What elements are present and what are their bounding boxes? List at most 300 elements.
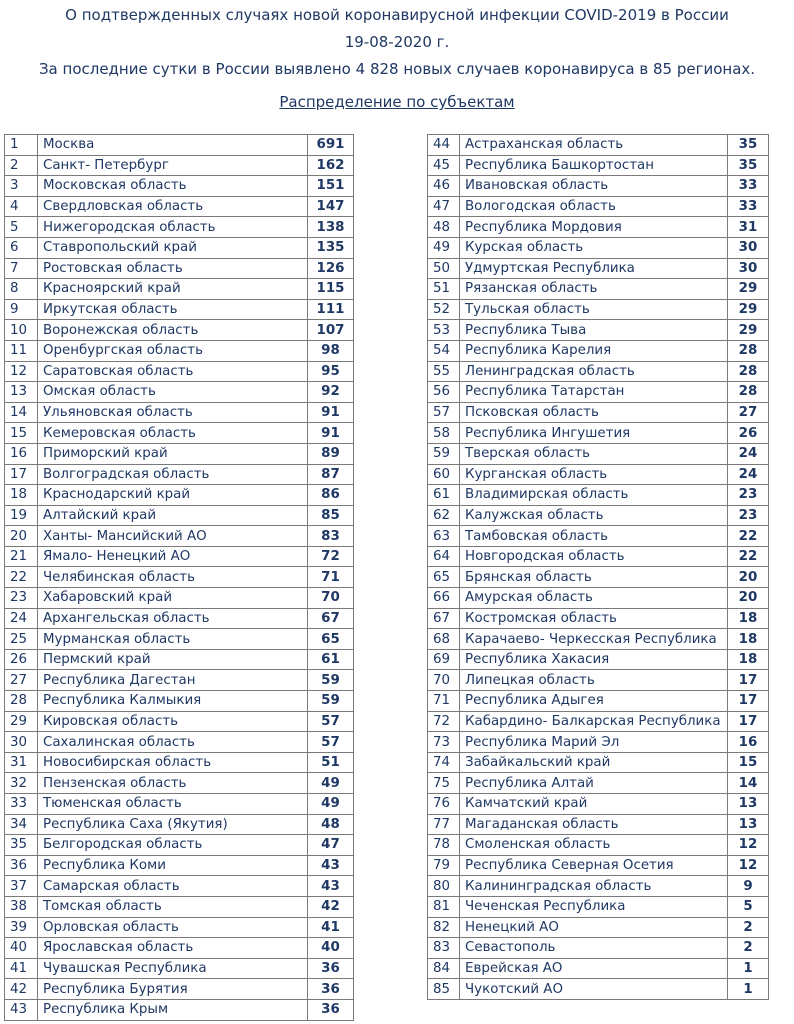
region-name: Тюменская область — [38, 794, 308, 815]
region-name: Краснодарский край — [38, 485, 308, 506]
table-row — [428, 670, 769, 691]
row-number: 57 — [428, 402, 460, 423]
case-count: 28 — [728, 382, 769, 403]
table-row — [5, 814, 354, 835]
table-row — [428, 711, 769, 732]
case-count: 59 — [308, 670, 354, 691]
table-row — [428, 423, 769, 444]
region-name: Саратовская область — [38, 361, 308, 382]
case-count: 57 — [308, 711, 354, 732]
region-name: Алтайский край — [38, 505, 308, 526]
table-row — [428, 979, 769, 1000]
case-count: 16 — [728, 732, 769, 753]
row-number: 82 — [428, 917, 460, 938]
row-number: 23 — [5, 588, 38, 609]
row-number: 13 — [5, 382, 38, 403]
region-name: Кемеровская область — [38, 423, 308, 444]
row-number: 32 — [5, 773, 38, 794]
table-row — [428, 505, 769, 526]
region-name: Хабаровский край — [38, 588, 308, 609]
region-name: Республика Хакасия — [460, 649, 728, 670]
case-count: 91 — [308, 402, 354, 423]
row-number: 46 — [428, 176, 460, 197]
table-row — [5, 958, 354, 979]
table-row — [5, 794, 354, 815]
region-name: Ярославская область — [38, 938, 308, 959]
case-count: 86 — [308, 485, 354, 506]
region-name: Ленинградская область — [460, 361, 728, 382]
row-number: 76 — [428, 794, 460, 815]
table-row — [428, 855, 769, 876]
case-count: 17 — [728, 691, 769, 712]
region-name: Удмуртская Республика — [460, 258, 728, 279]
case-count: 24 — [728, 464, 769, 485]
region-name: Амурская область — [460, 588, 728, 609]
case-count: 65 — [308, 629, 354, 650]
table-row — [428, 402, 769, 423]
row-number: 26 — [5, 649, 38, 670]
table-row — [428, 485, 769, 506]
row-number: 73 — [428, 732, 460, 753]
region-name: Псковская область — [460, 402, 728, 423]
row-number: 5 — [5, 217, 38, 238]
row-number: 49 — [428, 237, 460, 258]
case-count: 59 — [308, 691, 354, 712]
table-row — [428, 794, 769, 815]
table-row — [428, 320, 769, 341]
region-name: Курская область — [460, 237, 728, 258]
table-row — [428, 773, 769, 794]
table-row — [5, 402, 354, 423]
region-name: Калужская область — [460, 505, 728, 526]
region-name: Республика Мордовия — [460, 217, 728, 238]
row-number: 10 — [5, 320, 38, 341]
table-row — [5, 196, 354, 217]
region-name: Астраханская область — [460, 135, 728, 156]
row-number: 62 — [428, 505, 460, 526]
row-number: 68 — [428, 629, 460, 650]
table-row — [5, 340, 354, 361]
region-name: Пензенская область — [38, 773, 308, 794]
region-name: Республика Алтай — [460, 773, 728, 794]
region-name: Мурманская область — [38, 629, 308, 650]
case-count: 126 — [308, 258, 354, 279]
row-number: 31 — [5, 752, 38, 773]
case-count: 49 — [308, 794, 354, 815]
case-count: 85 — [308, 505, 354, 526]
region-name: Волгоградская область — [38, 464, 308, 485]
table-row — [428, 691, 769, 712]
table-row — [5, 608, 354, 629]
region-name: Чукотский АО — [460, 979, 728, 1000]
case-count: 43 — [308, 855, 354, 876]
region-name: Республика Тыва — [460, 320, 728, 341]
table-row — [5, 876, 354, 897]
row-number: 80 — [428, 876, 460, 897]
region-name: Владимирская область — [460, 485, 728, 506]
region-name: Брянская область — [460, 567, 728, 588]
row-number: 52 — [428, 299, 460, 320]
table-row — [5, 176, 354, 197]
region-name: Магаданская область — [460, 814, 728, 835]
region-name: Орловская область — [38, 917, 308, 938]
table-row — [428, 835, 769, 856]
region-name: Челябинская область — [38, 567, 308, 588]
row-number: 72 — [428, 711, 460, 732]
row-number: 29 — [5, 711, 38, 732]
table-row — [428, 896, 769, 917]
region-name: Еврейская АО — [460, 958, 728, 979]
region-name: Республика Адыгея — [460, 691, 728, 712]
region-name: Ненецкий АО — [460, 917, 728, 938]
region-name: Омская область — [38, 382, 308, 403]
row-number: 45 — [428, 155, 460, 176]
case-count: 95 — [308, 361, 354, 382]
report-title: О подтвержденных случаях новой коронавирусной инфекции COVID-2019 в России — [65, 6, 729, 24]
report-date: 19-08-2020 г. — [344, 33, 450, 51]
region-name: Республика Марий Эл — [460, 732, 728, 753]
row-number: 54 — [428, 340, 460, 361]
row-number: 64 — [428, 546, 460, 567]
table-row — [5, 237, 354, 258]
case-count: 18 — [728, 629, 769, 650]
table-row — [428, 752, 769, 773]
table-row — [5, 855, 354, 876]
row-number: 63 — [428, 526, 460, 547]
case-count: 23 — [728, 485, 769, 506]
table-row — [5, 505, 354, 526]
case-count: 51 — [308, 752, 354, 773]
region-name: Архангельская область — [38, 608, 308, 629]
row-number: 67 — [428, 608, 460, 629]
region-name: Тверская область — [460, 443, 728, 464]
region-name: Вологодская область — [460, 196, 728, 217]
case-count: 36 — [308, 999, 354, 1020]
row-number: 34 — [5, 814, 38, 835]
case-count: 42 — [308, 896, 354, 917]
table-row — [5, 258, 354, 279]
case-count: 15 — [728, 752, 769, 773]
row-number: 27 — [5, 670, 38, 691]
region-name: Республика Бурятия — [38, 979, 308, 1000]
region-name: Нижегородская область — [38, 217, 308, 238]
row-number: 48 — [428, 217, 460, 238]
table-row — [428, 608, 769, 629]
table-row — [5, 135, 354, 156]
region-name: Ивановская область — [460, 176, 728, 197]
case-count: 12 — [728, 855, 769, 876]
table-row — [5, 588, 354, 609]
case-count: 138 — [308, 217, 354, 238]
region-name: Москва — [38, 135, 308, 156]
case-count: 22 — [728, 546, 769, 567]
case-count: 36 — [308, 958, 354, 979]
row-number: 40 — [5, 938, 38, 959]
row-number: 83 — [428, 938, 460, 959]
table-row — [428, 546, 769, 567]
region-name: Московская область — [38, 176, 308, 197]
row-number: 56 — [428, 382, 460, 403]
region-name: Забайкальский край — [460, 752, 728, 773]
row-number: 12 — [5, 361, 38, 382]
row-number: 61 — [428, 485, 460, 506]
region-name: Пермский край — [38, 649, 308, 670]
region-name: Республика Дагестан — [38, 670, 308, 691]
case-count: 115 — [308, 279, 354, 300]
row-number: 25 — [5, 629, 38, 650]
region-name: Белгородская область — [38, 835, 308, 856]
case-count: 40 — [308, 938, 354, 959]
table-row — [428, 135, 769, 156]
row-number: 43 — [5, 999, 38, 1020]
row-number: 74 — [428, 752, 460, 773]
case-count: 20 — [728, 588, 769, 609]
table-row — [5, 361, 354, 382]
case-count: 24 — [728, 443, 769, 464]
region-name: Республика Татарстан — [460, 382, 728, 403]
region-name: Республика Крым — [38, 999, 308, 1020]
case-count: 2 — [728, 938, 769, 959]
row-number: 9 — [5, 299, 38, 320]
case-count: 14 — [728, 773, 769, 794]
row-number: 70 — [428, 670, 460, 691]
report-summary: За последние сутки в России выявлено 4 828 новых случаев коронавируса в 85 регионах. — [38, 60, 756, 78]
table-row — [428, 155, 769, 176]
region-name: Республика Северная Осетия — [460, 855, 728, 876]
table-row — [428, 237, 769, 258]
row-number: 58 — [428, 423, 460, 444]
regions-table-right — [427, 134, 769, 1000]
row-number: 16 — [5, 443, 38, 464]
region-name: Чувашская Республика — [38, 958, 308, 979]
region-name: Красноярский край — [38, 279, 308, 300]
row-number: 30 — [5, 732, 38, 753]
case-count: 61 — [308, 649, 354, 670]
case-count: 33 — [728, 196, 769, 217]
table-row — [5, 752, 354, 773]
row-number: 78 — [428, 835, 460, 856]
table-row — [5, 691, 354, 712]
table-row — [428, 526, 769, 547]
case-count: 13 — [728, 814, 769, 835]
region-name: Республика Коми — [38, 855, 308, 876]
row-number: 79 — [428, 855, 460, 876]
row-number: 50 — [428, 258, 460, 279]
table-row — [428, 629, 769, 650]
row-number: 19 — [5, 505, 38, 526]
table-row — [5, 299, 354, 320]
table-row — [428, 814, 769, 835]
region-name: Самарская область — [38, 876, 308, 897]
case-count: 83 — [308, 526, 354, 547]
table-row — [428, 340, 769, 361]
region-name: Тамбовская область — [460, 526, 728, 547]
row-number: 4 — [5, 196, 38, 217]
case-count: 162 — [308, 155, 354, 176]
case-count: 2 — [728, 917, 769, 938]
region-name: Костромская область — [460, 608, 728, 629]
case-count: 33 — [728, 176, 769, 197]
row-number: 3 — [5, 176, 38, 197]
case-count: 89 — [308, 443, 354, 464]
table-row — [428, 464, 769, 485]
table-row — [428, 938, 769, 959]
region-name: Калининградская область — [460, 876, 728, 897]
row-number: 14 — [5, 402, 38, 423]
table-row — [5, 155, 354, 176]
table-row — [428, 299, 769, 320]
case-count: 18 — [728, 649, 769, 670]
region-name: Республика Калмыкия — [38, 691, 308, 712]
region-name: Республика Ингушетия — [460, 423, 728, 444]
table-row — [5, 938, 354, 959]
row-number: 47 — [428, 196, 460, 217]
table-row — [428, 588, 769, 609]
case-count: 35 — [728, 155, 769, 176]
row-number: 38 — [5, 896, 38, 917]
row-number: 71 — [428, 691, 460, 712]
row-number: 28 — [5, 691, 38, 712]
distribution-link[interactable]: Распределение по субъектам — [279, 93, 515, 111]
table-row — [5, 320, 354, 341]
case-count: 57 — [308, 732, 354, 753]
row-number: 44 — [428, 135, 460, 156]
table-row — [428, 732, 769, 753]
case-count: 135 — [308, 237, 354, 258]
region-name: Свердловская область — [38, 196, 308, 217]
table-row — [5, 896, 354, 917]
row-number: 6 — [5, 237, 38, 258]
row-number: 75 — [428, 773, 460, 794]
table-row — [428, 917, 769, 938]
case-count: 20 — [728, 567, 769, 588]
row-number: 24 — [5, 608, 38, 629]
row-number: 60 — [428, 464, 460, 485]
region-name: Карачаево- Черкесская Республика — [460, 629, 728, 650]
table-row — [428, 361, 769, 382]
table-row — [5, 485, 354, 506]
case-count: 22 — [728, 526, 769, 547]
row-number: 21 — [5, 546, 38, 567]
table-row — [5, 835, 354, 856]
region-name: Севастополь — [460, 938, 728, 959]
region-name: Республика Саха (Якутия) — [38, 814, 308, 835]
region-name: Кабардино- Балкарская Республика — [460, 711, 728, 732]
region-name: Санкт- Петербург — [38, 155, 308, 176]
case-count: 151 — [308, 176, 354, 197]
region-name: Курганская область — [460, 464, 728, 485]
case-count: 1 — [728, 958, 769, 979]
table-row — [5, 649, 354, 670]
table-row — [5, 999, 354, 1020]
row-number: 42 — [5, 979, 38, 1000]
case-count: 98 — [308, 340, 354, 361]
row-number: 2 — [5, 155, 38, 176]
row-number: 18 — [5, 485, 38, 506]
row-number: 1 — [5, 135, 38, 156]
region-name: Ставропольский край — [38, 237, 308, 258]
case-count: 29 — [728, 299, 769, 320]
region-name: Чеченская Республика — [460, 896, 728, 917]
case-count: 72 — [308, 546, 354, 567]
region-name: Тульская область — [460, 299, 728, 320]
row-number: 55 — [428, 361, 460, 382]
table-row — [428, 217, 769, 238]
case-count: 67 — [308, 608, 354, 629]
row-number: 17 — [5, 464, 38, 485]
table-row — [5, 670, 354, 691]
region-name: Камчатский край — [460, 794, 728, 815]
row-number: 7 — [5, 258, 38, 279]
regions-table-left — [4, 134, 354, 1021]
case-count: 691 — [308, 135, 354, 156]
row-number: 8 — [5, 279, 38, 300]
table-row — [5, 382, 354, 403]
row-number: 35 — [5, 835, 38, 856]
case-count: 5 — [728, 896, 769, 917]
table-row — [428, 958, 769, 979]
case-count: 91 — [308, 423, 354, 444]
case-count: 70 — [308, 588, 354, 609]
row-number: 39 — [5, 917, 38, 938]
row-number: 53 — [428, 320, 460, 341]
table-row — [5, 546, 354, 567]
case-count: 147 — [308, 196, 354, 217]
region-name: Сахалинская область — [38, 732, 308, 753]
case-count: 18 — [728, 608, 769, 629]
row-number: 20 — [5, 526, 38, 547]
row-number: 15 — [5, 423, 38, 444]
region-name: Иркутская область — [38, 299, 308, 320]
table-row — [5, 711, 354, 732]
row-number: 41 — [5, 958, 38, 979]
table-row — [428, 279, 769, 300]
case-count: 71 — [308, 567, 354, 588]
table-row — [428, 649, 769, 670]
case-count: 26 — [728, 423, 769, 444]
case-count: 31 — [728, 217, 769, 238]
table-row — [428, 176, 769, 197]
row-number: 22 — [5, 567, 38, 588]
case-count: 13 — [728, 794, 769, 815]
row-number: 85 — [428, 979, 460, 1000]
row-number: 51 — [428, 279, 460, 300]
table-row — [5, 217, 354, 238]
table-row — [5, 464, 354, 485]
case-count: 49 — [308, 773, 354, 794]
region-name: Новгородская область — [460, 546, 728, 567]
region-name: Республика Башкортостан — [460, 155, 728, 176]
row-number: 33 — [5, 794, 38, 815]
row-number: 66 — [428, 588, 460, 609]
case-count: 30 — [728, 237, 769, 258]
table-row — [428, 443, 769, 464]
case-count: 27 — [728, 402, 769, 423]
table-row — [5, 979, 354, 1000]
table-row — [5, 773, 354, 794]
table-row — [5, 443, 354, 464]
table-row — [5, 423, 354, 444]
case-count: 1 — [728, 979, 769, 1000]
case-count: 9 — [728, 876, 769, 897]
region-name: Кировская область — [38, 711, 308, 732]
table-row — [428, 196, 769, 217]
row-number: 81 — [428, 896, 460, 917]
region-name: Ульяновская область — [38, 402, 308, 423]
table-row — [5, 917, 354, 938]
row-number: 77 — [428, 814, 460, 835]
region-name: Новосибирская область — [38, 752, 308, 773]
